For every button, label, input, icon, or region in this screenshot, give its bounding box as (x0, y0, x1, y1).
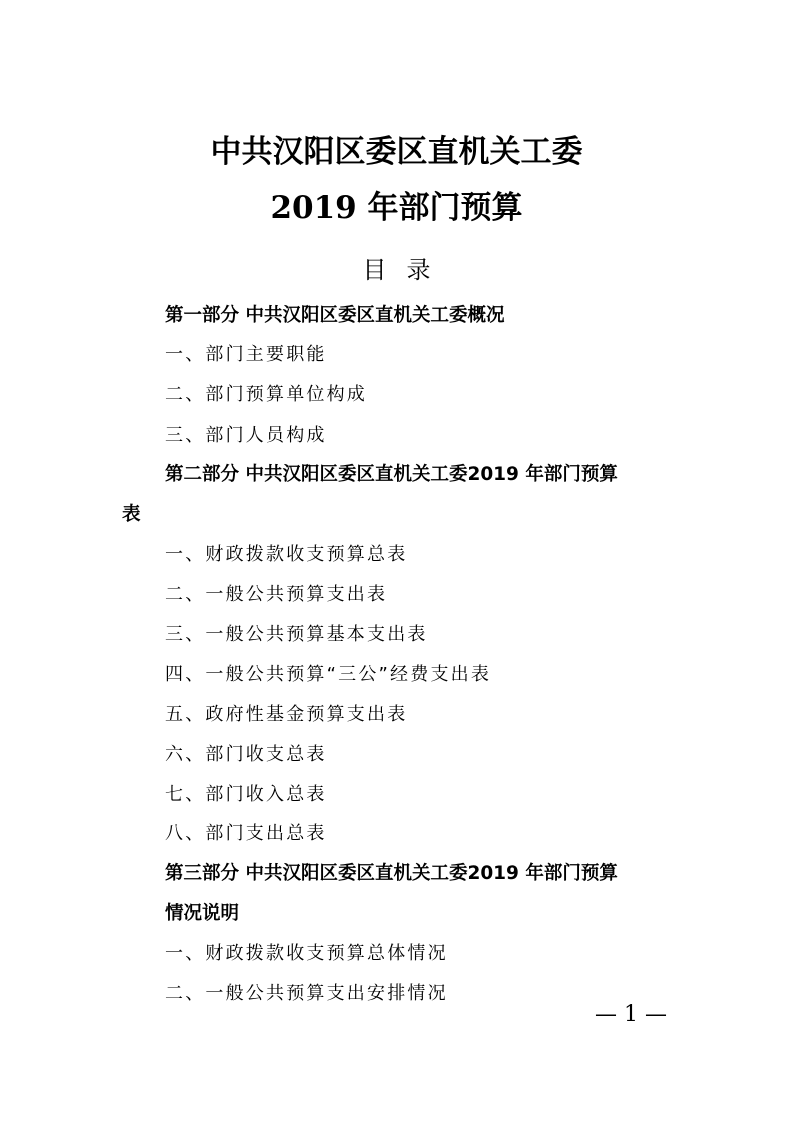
document-title-line-2: 2019 年部门预算 (270, 190, 523, 226)
part-2-item-1: 一、财政拨款收支预算总表 (165, 544, 408, 565)
part-2-item-4: 四、一般公共预算“三公”经费支出表 (165, 664, 492, 685)
part-1-heading: 第一部分 中共汉阳区委区直机关工委概况 (165, 305, 505, 326)
part-1-item-3: 三、部门人员构成 (165, 425, 327, 446)
page-number: — 1 — (595, 1002, 667, 1027)
part-1-item-1: 一、部门主要职能 (165, 344, 327, 365)
part-2-heading: 第二部分 中共汉阳区委区直机关工委2019 年部门预算 (165, 464, 618, 485)
part-2-heading-continuation: 表 (122, 504, 141, 525)
part-1-item-2: 二、部门预算单位构成 (165, 384, 367, 405)
part-2-item-6: 六、部门收支总表 (165, 744, 327, 765)
part-2-item-7: 七、部门收入总表 (165, 784, 327, 805)
part-2-item-5: 五、政府性基金预算支出表 (165, 704, 408, 725)
document-title-line-1: 中共汉阳区委区直机关工委 (210, 134, 583, 170)
part-3-heading: 第三部分 中共汉阳区委区直机关工委2019 年部门预算 (165, 863, 618, 884)
part-2-item-8: 八、部门支出总表 (165, 823, 327, 844)
table-of-contents-heading: 目录 (362, 256, 451, 284)
part-3-heading-continuation: 情况说明 (165, 903, 240, 924)
part-2-item-2: 二、一般公共预算支出表 (165, 584, 388, 605)
part-3-item-1: 一、财政拨款收支预算总体情况 (165, 943, 448, 964)
part-3-item-2: 二、一般公共预算支出安排情况 (165, 983, 448, 1004)
part-2-item-3: 三、一般公共预算基本支出表 (165, 624, 428, 645)
